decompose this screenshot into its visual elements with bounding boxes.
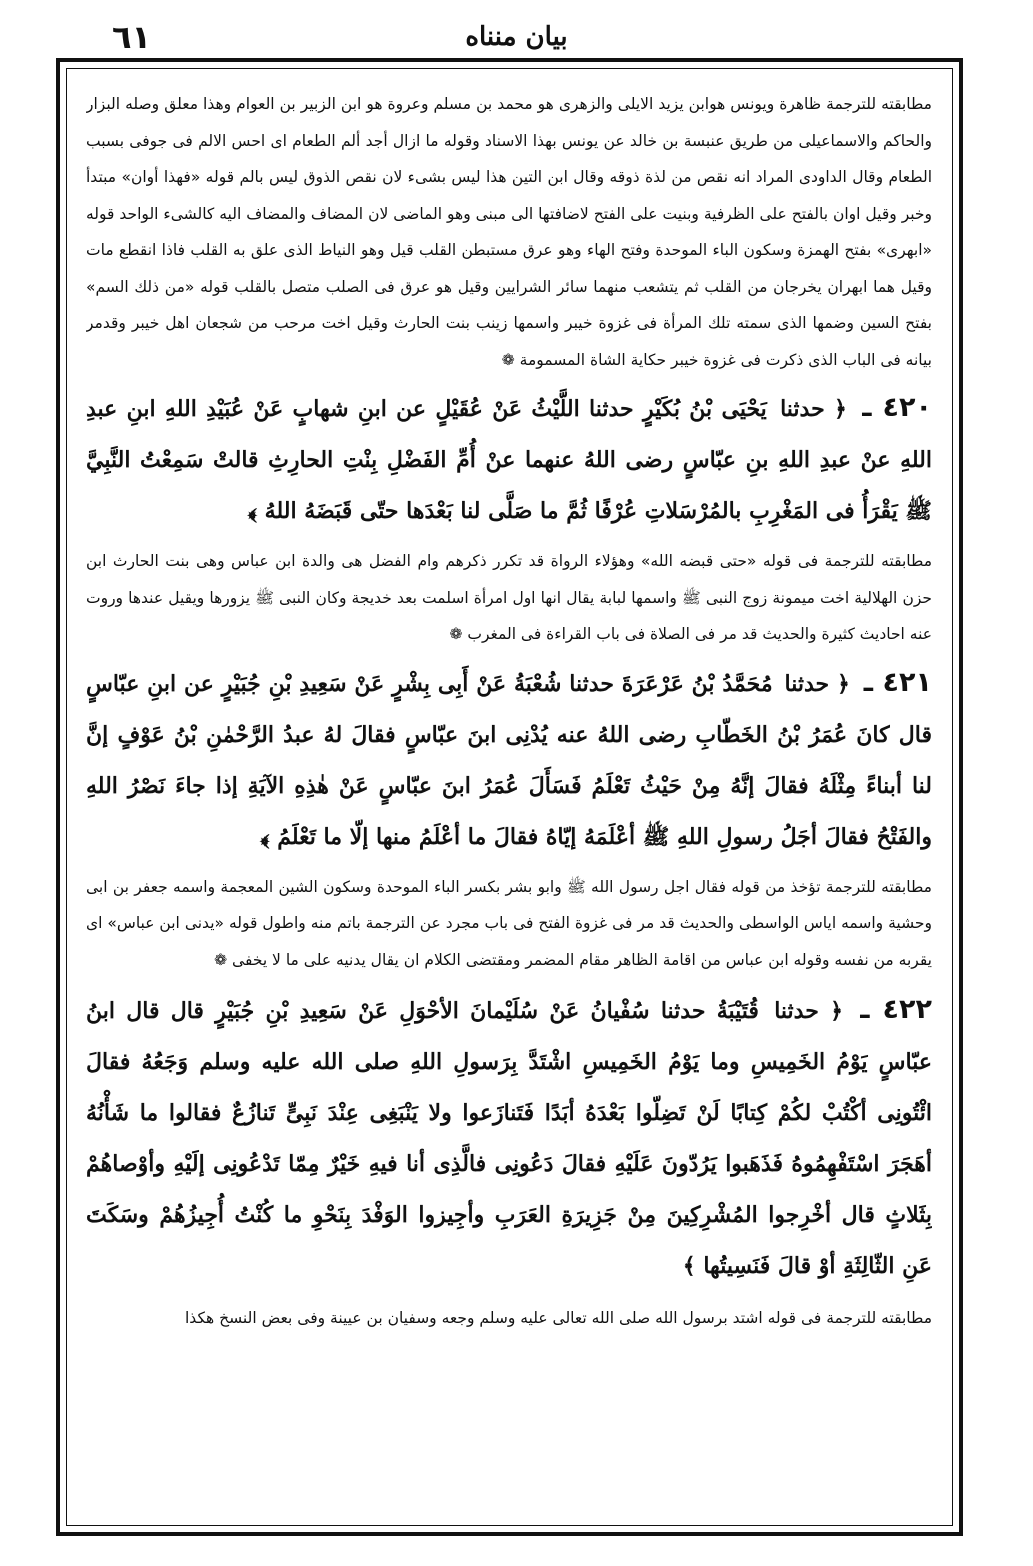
commentary-paragraph: مطابقته للترجمة فى قوله اشتد برسول الله صلى الله تعالى عليه وسلم وجعه وسفيان بن عيينة وفى بعض النسخ هكذا	[185, 1309, 932, 1327]
hadith-420	[86, 382, 932, 537]
hadith-number: ٤٢١ ـ	[863, 666, 932, 698]
hadith-opening: ﴿ حدثنا	[774, 998, 843, 1024]
hadith-422	[86, 984, 932, 1292]
text-body	[86, 82, 932, 1518]
hadith-opening: ﴿ حدثنا	[784, 670, 850, 697]
hadith-text: يَحْيَى بْنُ بُكَيْرٍ حدثنا اللَّيْثُ عَنْ عُقَيْلٍ عن ابنِ شهابٍ عَنْ عُبَيْدِ اللهِ ابنِ عبدِ اللهِ عنْ عبدِ اللهِ بنِ عبّاسٍ رضى اللهُ عنهما عنْ أُمِّ الفَضْلِ بِنْتِ الحارِثِ قالتْ سَمِعْتُ النَّبِيَّ ﷺ يَقْرَأُ فى المَغْرِبِ بالمُرْسَلاتِ عُرْفًا ثُمَّ ما صَلَّى لنا بَعْدَها حتّى قَبَضَهُ اللهُ ﴾	[86, 396, 932, 524]
running-title: بيان منناه	[465, 22, 568, 52]
hadith-text: قُتَيْبَةُ حدثنا سُفْيانُ عَنْ سُلَيْمانَ الأحْوَلِ عَنْ سَعِيدِ بْنِ جُبَيْرٍ قال قال ابنُ عبّاسٍ يَوْمُ الخَمِيسِ وما يَوْمُ الخَمِيسِ اشْتَدَّ بِرَسولِ اللهِ صلى الله عليه وسلم وَجَعُهُ فقالَ ائْتُونِى أكْتُبْ لكُمْ كِتابًا لَنْ تَضِلّوا بَعْدَهُ أبَدًا فَتَنازَعوا ولا يَنْبَغِى عِنْدَ نَبِىٍّ تَنازُعٌ فقالوا ما شَأْنُهُ أهَجَرَ اسْتَفْهِمُوهُ فَذَهَبوا يَرُدّونَ عَلَيْهِ فقالَ دَعُونِى فالَّذِى أنا فيهِ خَيْرٌ مِمّا تَدْعُونِى إلَيْهِ وأوْصاهُمْ بِثَلاثٍ قال أخْرِجوا المُشْرِكِينَ مِنْ جَزِيرَةِ العَرَبِ وأجِيزوا الوَفْدَ بِنَحْوِ ما كُنْتُ أُجِيزُهُمْ وسَكَتَ عَنِ الثّالِثَةِ أوْ قالَ فَنَسِيتُها ﴾	[86, 998, 932, 1279]
commentary-paragraph: مطابقته للترجمة ظاهرة ويونس هوابن يزيد الايلى والزهرى هو محمد بن مسلم وعروة هو ابن الزبير بن العوام وهذا معلق وصله البزار والحاكم والاسماعيلى من طريق عنبسة بن خالد عن يونس بهذا الاسناد وقوله ما ازال أجد ألم الطعام اى احس الالم فى جوفى بسبب الطعام وقال الداودى المراد انه نقص من لذة ذوقه وقال ابن التين هذا ليس بشىء لان نقص الذوق ليس بالم قوله «فهذا أوان» مبتدأ وخبر وقيل اوان بالفتح على الظرفية وبنيت على الفتح لاضافتها الى مبنى وهو الماضى لان المضاف والمضاف اليه كالشىء الواحد قوله «ابهرى» بفتح الهمزة وسكون الباء الموحدة وفتح الهاء وهو عرق مستبطن القلب قيل وهو النياط الذى علق به القلب فاذا انقطع مات وقيل هما ابهران يخرجان من القلب ثم يتشعب منهما سائر الشرايين وقيل هو عرق فى الصلب متصل بالقلب قوله «من ذلك السم» بفتح السين وضمها الذى سمته تلك المرأة فى غزوة خيبر واسمها زينب بنت الحارث وقيل اخت مرحب من شجعان اهل خيبر وقدمر بيانه فى الباب الذى ذكرت فى غزوة خيبر حكاية الشاة المسمومة ❁	[86, 95, 932, 369]
hadith-opening: ﴿ حدثنا	[780, 396, 847, 422]
hadith-421	[86, 657, 932, 863]
hadith-number: ٤٢٢ ـ	[860, 994, 932, 1025]
commentary-paragraph: مطابقته للترجمة فى قوله «حتى قبضه الله» وهؤلاء الرواة قد تكرر ذكرهم وام الفضل هى والدة ابن عباس وهى بنت الحارث ابن حزن الهلالية اخت ميمونة زوج النبى ﷺ واسمها لبابة يقال انها اول امرأة اسلمت بعد خديجة وكان النبى ﷺ يزورها ويقيل عندها وروت عنه احاديث كثيرة والحديث قد مر فى الصلاة فى باب القراءة فى المغرب ❁	[86, 552, 932, 643]
page-number: ٦١	[112, 18, 152, 56]
hadith-number: ٤٢٠ ـ	[862, 392, 932, 423]
hadith-text: مُحَمَّدُ بْنُ عَرْعَرَةَ حدثنا شُعْبَةُ عَنْ أَبِى بِشْرٍ عَنْ سَعِيدِ بْنِ جُبَيْرٍ عن ابنِ عبّاسٍ قال كانَ عُمَرُ بْنُ الخَطّابِ رضى اللهُ عنه يُدْنِى ابنَ عبّاسٍ فقالَ لهُ عبدُ الرَّحْمٰنِ بْنُ عَوْفٍ إنَّ لنا أبناءً مِثْلَهُ فقالَ إنَّهُ مِنْ حَيْثُ تَعْلَمُ فَسَأَلَ عُمَرُ ابنَ عبّاسٍ عَنْ هٰذِهِ الآيَةِ إذا جاءَ نَصْرُ اللهِ والفَتْحُ فقالَ أجَلُ رسولِ اللهِ ﷺ أعْلَمَهُ إيّاهُ فقالَ ما أعْلَمُ منها إلّا ما تَعْلَمُ ﴾	[86, 670, 932, 850]
commentary-paragraph: مطابقته للترجمة تؤخذ من قوله فقال اجل رسول الله ﷺ وابو بشر بكسر الباء الموحدة وسكون الشين المعجمة واسمه جعفر بن ابى وحشية واسمه اياس الواسطى والحديث قد مر فى غزوة الفتح فى باب مجرد عن الترجمة باتم منه واطول قوله «يدنى ابن عباس» اى يقربه من نفسه وقوله ابن عباس من اقامة الظاهر مقام المضمر ومقتضى الكلام ان يقال يدنيه على ما لا يخفى ❁	[86, 877, 932, 969]
page-header	[0, 14, 1033, 60]
